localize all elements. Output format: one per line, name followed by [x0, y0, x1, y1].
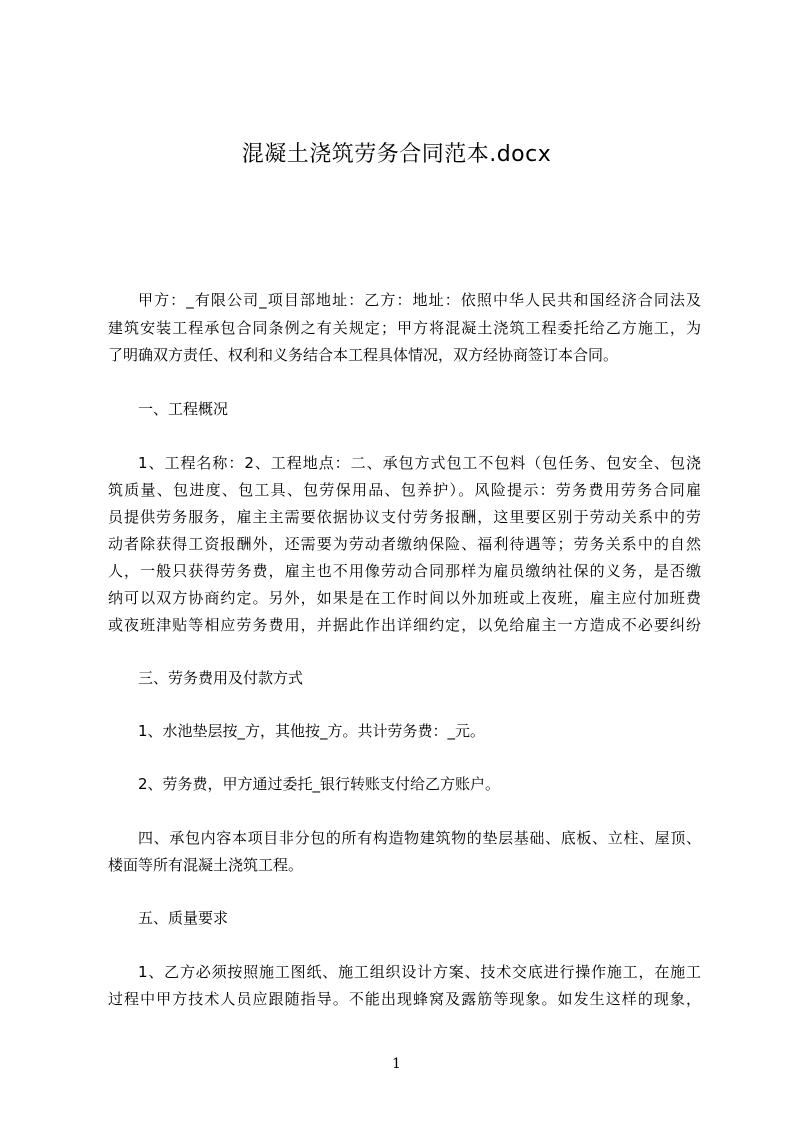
intro-line-2: 建筑安装工程承包合同条例之有关规定；甲方将混凝土浇筑工程委托给乙方施工，为 — [108, 319, 701, 337]
overview-line-3: 员提供劳务服务，雇主主需要依据协议支付劳务报酬，这里要区别于劳动关系中的劳 — [108, 508, 701, 526]
section-heading-overview: 一、工程概况 — [138, 400, 229, 418]
scope-line-1: 四、承包内容本项目非分包的所有构造物建筑物的垫层基础、底板、立柱、屋顶、 — [138, 829, 701, 847]
section-heading-fees: 三、劳务费用及付款方式 — [138, 669, 304, 687]
scope-line-2: 楼面等所有混凝土浇筑工程。 — [108, 856, 304, 874]
overview-line-1: 1、工程名称：2、工程地点：二、承包方式包工不包料（包任务、包安全、包浇 — [138, 454, 701, 472]
overview-line-4: 动者除获得工资报酬外，还需要为劳动者缴纳保险、福利待遇等；劳务关系中的自然 — [108, 535, 701, 553]
section-heading-quality: 五、质量要求 — [138, 909, 229, 927]
intro-line-1: 甲方：_有限公司_项目部地址：乙方：地址：依照中华人民共和国经济合同法及 — [138, 291, 701, 309]
intro-line-3: 了明确双方责任、权利和义务结合本工程具体情况，双方经协商签订本合同。 — [108, 346, 619, 364]
quality-line-1: 1、乙方必须按照施工图纸、施工组织设计方案、技术交底进行操作施工，在施工 — [138, 963, 701, 981]
fees-item-1: 1、水池垫层按_方，其他按_方。共计劳务费：_元。 — [138, 722, 486, 740]
overview-line-7: 或夜班津贴等相应劳务费用，并据此作出详细约定，以免给雇主一方造成不必要纠纷 — [108, 616, 701, 634]
overview-line-5: 人，一般只获得劳务费，雇主也不用像劳动合同那样为雇员缴纳社保的义务，是否缴 — [108, 562, 701, 580]
page-number: 1 — [392, 1056, 401, 1072]
document-title: 混凝土浇筑劳务合同范本.docx — [241, 142, 552, 167]
overview-line-6: 纳可以双方协商约定。另外，如果是在工作时间以外加班或上夜班，雇主应付加班费 — [108, 589, 701, 607]
quality-line-2: 过程中甲方技术人员应跟随指导。不能出现蜂窝及露筋等现象。如发生这样的现象， — [108, 990, 701, 1008]
overview-line-2: 筑质量、包进度、包工具、包劳保用品、包养护）。风险提示：劳务费用劳务合同雇 — [108, 481, 701, 499]
fees-item-2: 2、劳务费，甲方通过委托_银行转账支付给乙方账户。 — [138, 775, 501, 793]
